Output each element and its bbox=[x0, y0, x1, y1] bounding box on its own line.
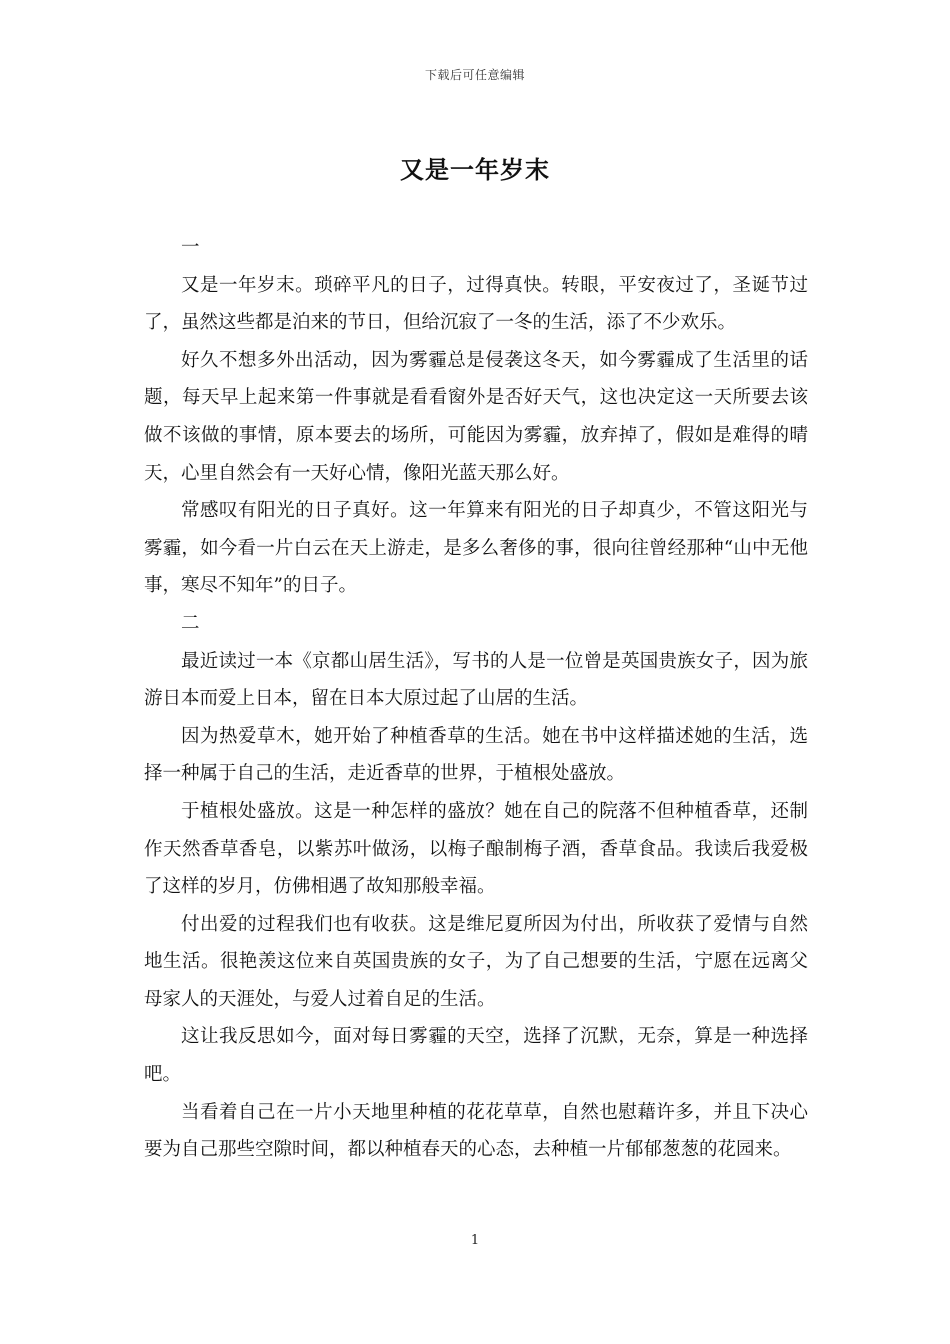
document-body bbox=[144, 229, 808, 1169]
paragraph: 这让我反思如今，面对每日雾霾的天空，选择了沉默，无奈，算是一种选择吧。 bbox=[144, 1026, 808, 1086]
paragraph: 付出爱的过程我们也有收获。这是维尼夏所因为付出，所收获了爱情与自然地生活。很艳羡这位来自英国贵族的女子，为了自己想要的生活，宁愿在远离父母家人的天涯处，与爱人过着自足的生活。 bbox=[144, 913, 808, 1010]
section-marker-one: 一 bbox=[181, 237, 200, 258]
document-title: 又是一年岁末 bbox=[400, 155, 550, 184]
header-note: 下载后可任意编辑 bbox=[424, 68, 525, 82]
paragraph: 当看着自己在一片小天地里种植的花花草草，自然也慰藉许多，并且下决心要为自己那些空隙时间，都以种植春天的心态，去种植一片郁郁葱葱的花园来。 bbox=[144, 1101, 808, 1161]
paragraph: 常感叹有阳光的日子真好。这一年算来有阳光的日子却真少，不管这阳光与雾霾，如今看一片白云在天上游走，是多么奢侈的事，很向往曾经那种“山中无他事，寒尽不知年”的日子。 bbox=[144, 500, 808, 597]
paragraph: 又是一年岁末。琐碎平凡的日子，过得真快。转眼，平安夜过了，圣诞节过了，虽然这些都是泊来的节日，但给沉寂了一冬的生活，添了不少欢乐。 bbox=[144, 274, 808, 334]
page-number: 1 bbox=[470, 1233, 480, 1248]
paragraph: 于植根处盛放。这是一种怎样的盛放？她在自己的院落不但种植香草，还制作天然香草香皂，以紫苏叶做汤，以梅子酿制梅子酒，香草食品。我读后我爱极了这样的岁月，仿佛相遇了故知那般幸福。 bbox=[144, 800, 808, 898]
paragraph: 好久不想多外出活动，因为雾霾总是侵袭这冬天，如今雾霾成了生活里的话题，每天早上起来第一件事就是看看窗外是否好天气，这也决定这一天所要去该做不该做的事情，原本要去的场所，可能因为雾霾，放弃掉了，假如是难得的晴天，心里自然会有一天好心情，像阳光蓝天那么好。 bbox=[144, 349, 808, 484]
paragraph: 最近读过一本《京都山居生活》，写书的人是一位曾是英国贵族女子，因为旅游日本而爱上日本，留在日本大原过起了山居的生活。 bbox=[144, 650, 808, 710]
paragraph: 因为热爱草木，她开始了种植香草的生活。她在书中这样描述她的生活，选择一种属于自己的生活，走近香草的世界，于植根处盛放。 bbox=[144, 725, 808, 785]
section-marker-two: 二 bbox=[181, 612, 200, 634]
